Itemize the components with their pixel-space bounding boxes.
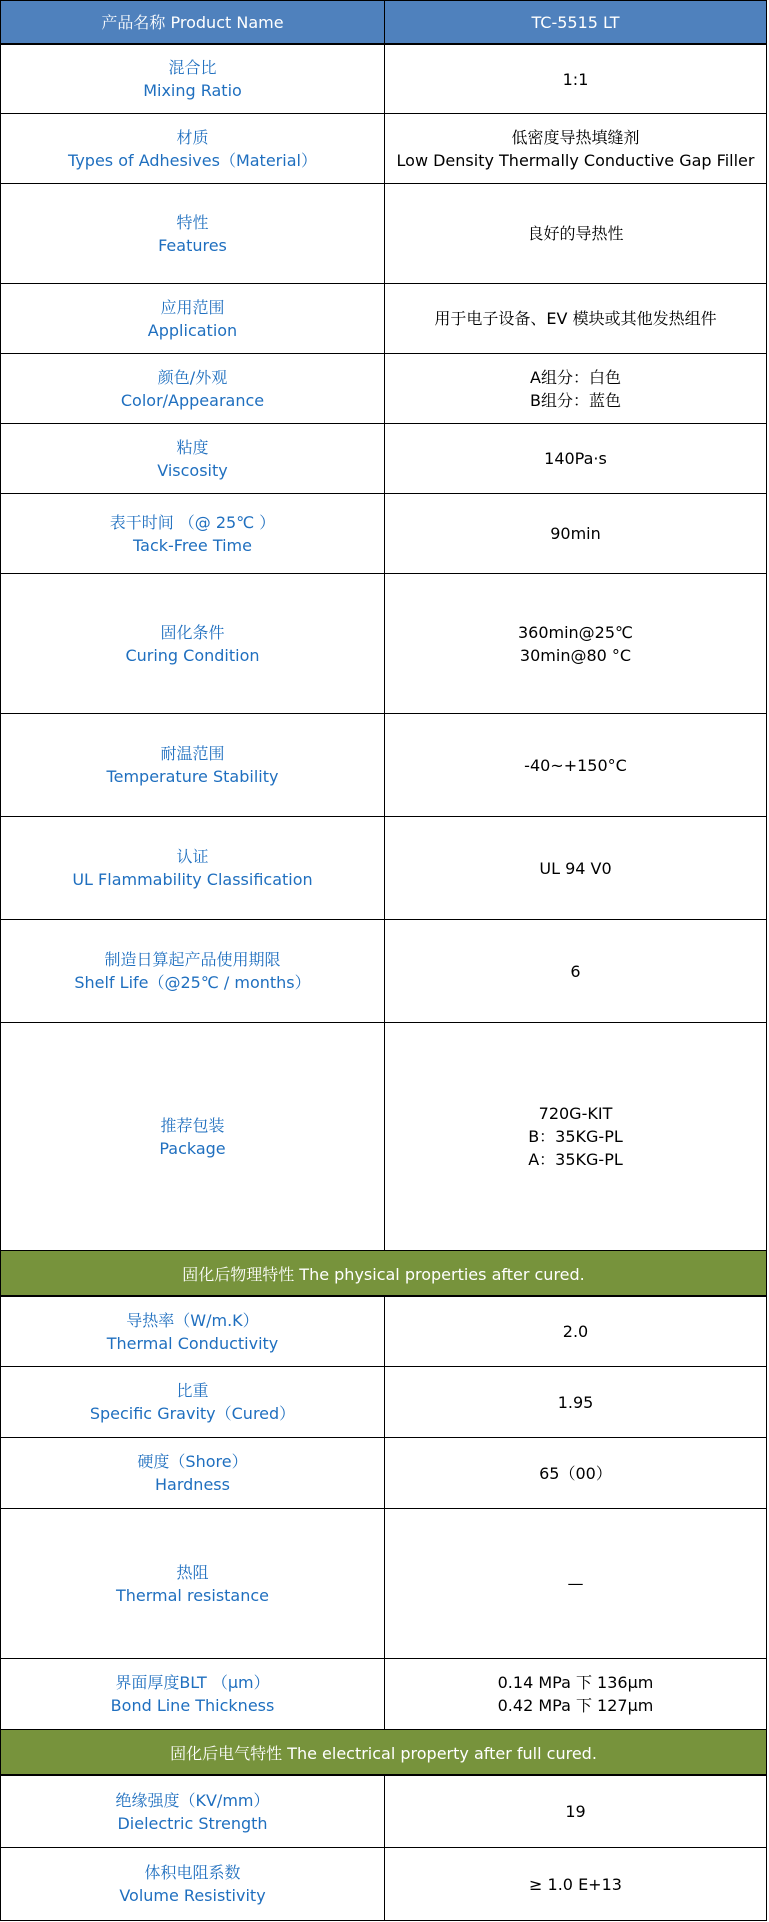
table-row bbox=[0, 424, 767, 494]
property-label bbox=[1, 424, 385, 493]
table-row bbox=[0, 44, 767, 114]
property-value-line: -40~+150°C bbox=[524, 755, 627, 775]
property-label-line: 颜色/外观 bbox=[157, 367, 228, 387]
table-row bbox=[0, 574, 767, 714]
property-value bbox=[385, 920, 766, 1022]
property-value-line: 720G-KIT bbox=[538, 1104, 613, 1123]
property-label-line: 特性 bbox=[176, 212, 209, 232]
property-value bbox=[385, 1367, 766, 1437]
property-value bbox=[385, 714, 766, 816]
property-label-line: Viscosity bbox=[157, 460, 228, 480]
property-value-line: B：35KG-PL bbox=[528, 1127, 623, 1146]
property-value-line: 0.42 MPa 下 127μm bbox=[497, 1696, 654, 1715]
property-label-line: Dielectric Strength bbox=[117, 1813, 268, 1833]
property-value-line: A：35KG-PL bbox=[528, 1150, 623, 1169]
table-row bbox=[0, 1438, 767, 1509]
property-value-line: 0.14 MPa 下 136μm bbox=[497, 1673, 654, 1692]
property-value bbox=[385, 184, 766, 283]
property-label-line: 认证 bbox=[176, 847, 209, 866]
header-label: 产品名称 Product Name bbox=[1, 1, 385, 43]
section-title-physical: 固化后物理特性 The physical properties after cured. bbox=[182, 1264, 585, 1284]
property-value bbox=[385, 1848, 766, 1920]
property-label-line: Bond Line Thickness bbox=[110, 1696, 275, 1715]
property-label-line: Thermal resistance bbox=[115, 1585, 270, 1605]
table-row bbox=[0, 114, 767, 184]
property-label bbox=[1, 920, 385, 1022]
property-label bbox=[1, 1367, 385, 1437]
property-value bbox=[385, 494, 766, 573]
property-label-line: 表干时间 （@ 25℃ ） bbox=[109, 512, 276, 532]
table-row bbox=[0, 1296, 767, 1367]
property-label bbox=[1, 1848, 385, 1920]
property-label-line: 混合比 bbox=[168, 58, 217, 77]
property-label bbox=[1, 1023, 385, 1250]
property-value bbox=[385, 1297, 766, 1366]
property-value bbox=[385, 424, 766, 493]
property-label-line: 界面厚度BLT （μm） bbox=[115, 1673, 270, 1692]
property-value-line: 6 bbox=[570, 961, 581, 981]
general-properties-group bbox=[0, 44, 768, 1251]
table-row bbox=[0, 817, 767, 920]
table-row bbox=[0, 1775, 767, 1848]
table-row bbox=[0, 1367, 767, 1438]
property-label-line: 应用范围 bbox=[160, 297, 225, 317]
property-value bbox=[385, 1659, 766, 1729]
table-row bbox=[0, 1848, 767, 1921]
property-label-line: 材质 bbox=[176, 127, 209, 147]
property-label bbox=[1, 1438, 385, 1508]
property-value-line: B组分：蓝色 bbox=[530, 390, 621, 410]
property-label bbox=[1, 45, 385, 113]
electrical-properties-group bbox=[0, 1775, 768, 1921]
property-label-line: 导热率（W/m.K） bbox=[126, 1310, 259, 1330]
property-value-line: 良好的导热性 bbox=[527, 224, 624, 243]
property-label-line: Package bbox=[159, 1138, 226, 1158]
property-value bbox=[385, 1023, 766, 1250]
property-value bbox=[385, 354, 766, 423]
property-value bbox=[385, 45, 766, 113]
property-label-line: Temperature Stability bbox=[106, 767, 279, 786]
table-row bbox=[0, 354, 767, 424]
property-value bbox=[385, 284, 766, 353]
property-label-line: Types of Adhesives（Material） bbox=[68, 150, 317, 170]
property-value-line: ≥ 1.0 E+13 bbox=[529, 1874, 622, 1894]
property-label-line: 硬度（Shore） bbox=[137, 1452, 248, 1471]
property-label-line: 热阻 bbox=[176, 1562, 209, 1582]
property-label-line: 固化条件 bbox=[160, 622, 225, 642]
section-title-electrical: 固化后电气特性 The electrical property after full cured. bbox=[170, 1743, 597, 1763]
table-row bbox=[0, 184, 767, 284]
property-label-line: Features bbox=[158, 235, 227, 255]
property-value bbox=[385, 574, 766, 713]
physical-properties-group bbox=[0, 1296, 768, 1730]
property-label-line: Shelf Life（@25℃ / months） bbox=[74, 973, 311, 992]
table-header-row bbox=[0, 0, 767, 44]
property-label-line: UL Flammability Classification bbox=[72, 870, 313, 889]
property-value bbox=[385, 817, 766, 919]
property-value-line: 用于电子设备、EV 模块或其他发热组件 bbox=[434, 309, 717, 328]
table-row bbox=[0, 714, 767, 817]
property-value-line: 30min@80 °C bbox=[519, 645, 632, 665]
table-row bbox=[0, 1023, 767, 1251]
property-label bbox=[1, 817, 385, 919]
property-value-line: 360min@25℃ bbox=[517, 622, 634, 642]
property-label-line: 比重 bbox=[176, 1381, 209, 1400]
table-row bbox=[0, 1659, 767, 1730]
property-label-line: 绝缘强度（KV/mm） bbox=[115, 1790, 270, 1810]
property-value-line: 90min bbox=[550, 524, 601, 543]
section-band-physical bbox=[0, 1251, 767, 1296]
section-band-electrical bbox=[0, 1730, 767, 1775]
property-label-line: 制造日算起产品使用期限 bbox=[104, 950, 281, 969]
property-label-line: Color/Appearance bbox=[120, 390, 265, 410]
property-value-line: 65（00） bbox=[539, 1463, 612, 1483]
property-value-line: Low Density Thermally Conductive Gap Filler bbox=[396, 150, 755, 170]
property-label-line: 粘度 bbox=[176, 437, 209, 457]
property-value-line: UL 94 V0 bbox=[539, 858, 612, 878]
table-row bbox=[0, 284, 767, 354]
header-value: TC-5515 LT bbox=[531, 12, 620, 32]
property-label bbox=[1, 1297, 385, 1366]
property-label-line: Hardness bbox=[155, 1475, 230, 1494]
property-value-line: 19 bbox=[565, 1802, 586, 1821]
property-value-line: A组分：白色 bbox=[530, 367, 621, 387]
property-label bbox=[1, 1509, 385, 1658]
property-label bbox=[1, 494, 385, 573]
property-label-line: 体积电阻系数 bbox=[144, 1863, 241, 1882]
property-label-line: Curing Condition bbox=[125, 645, 260, 665]
property-value bbox=[385, 1509, 766, 1658]
property-value-line: — bbox=[567, 1574, 584, 1593]
table-row bbox=[0, 1509, 767, 1659]
property-label-line: 耐温范围 bbox=[160, 744, 225, 763]
property-label-line: Specific Gravity（Cured） bbox=[89, 1404, 296, 1423]
property-label-line: Tack-Free Time bbox=[133, 535, 252, 555]
property-label-line: Mixing Ratio bbox=[143, 81, 242, 100]
property-label bbox=[1, 184, 385, 283]
property-value bbox=[385, 1438, 766, 1508]
property-value bbox=[385, 1776, 766, 1847]
property-value-line: 1.95 bbox=[557, 1392, 594, 1412]
property-value-line: 2.0 bbox=[562, 1322, 589, 1341]
property-value-line: 低密度导热填缝剂 bbox=[511, 127, 640, 147]
property-label bbox=[1, 1776, 385, 1847]
property-value-line: 140Pa·s bbox=[544, 449, 607, 468]
property-label-line: Application bbox=[147, 320, 238, 340]
property-label bbox=[1, 1659, 385, 1729]
property-label bbox=[1, 284, 385, 353]
property-label-line: Volume Resistivity bbox=[119, 1886, 266, 1905]
property-label-line: Thermal Conductivity bbox=[106, 1333, 279, 1353]
property-label bbox=[1, 574, 385, 713]
table-row bbox=[0, 920, 767, 1023]
property-label bbox=[1, 714, 385, 816]
property-label bbox=[1, 114, 385, 183]
property-label-line: 推荐包装 bbox=[160, 1115, 225, 1135]
property-label bbox=[1, 354, 385, 423]
property-value-line: 1:1 bbox=[562, 69, 589, 89]
property-value bbox=[385, 114, 766, 183]
table-row bbox=[0, 494, 767, 574]
